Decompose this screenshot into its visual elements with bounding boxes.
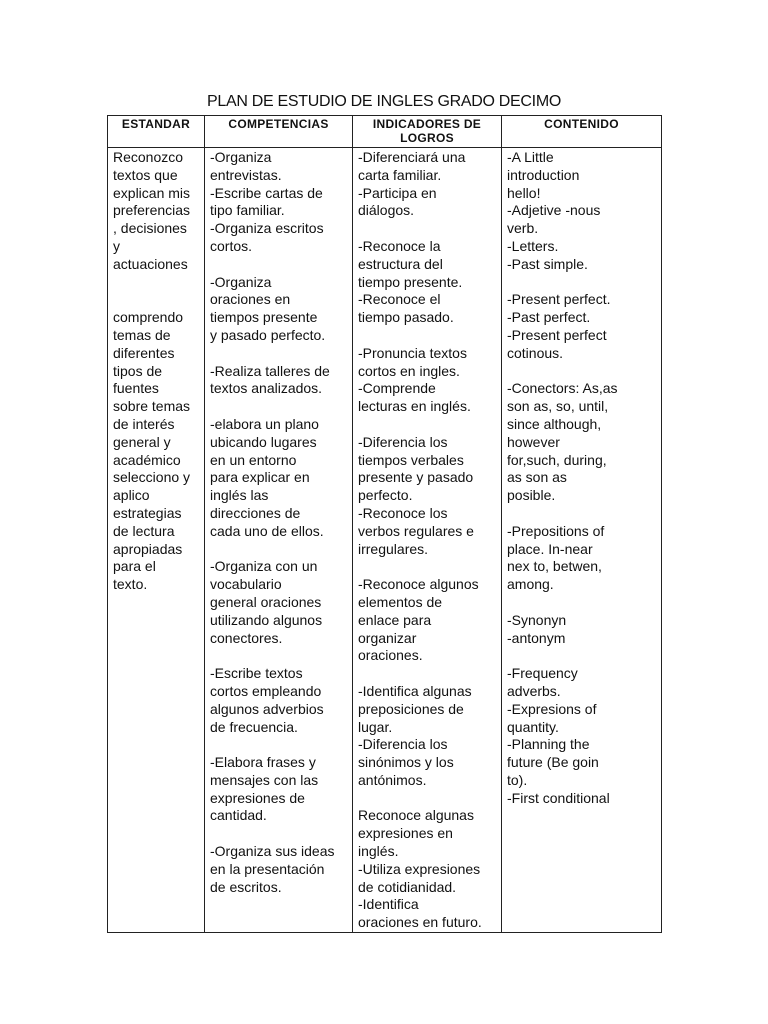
indicadores-line: -Identifica — [358, 896, 419, 913]
indicadores-line: tiempo pasado. — [358, 309, 454, 326]
contenido-line: -antonym — [507, 629, 566, 646]
competencias-line: -Elabora frases y — [210, 754, 316, 771]
header-indicadores-line2: LOGROS — [400, 131, 454, 145]
competencias-line: cantidad. — [210, 807, 267, 824]
indicadores-line: organizar — [358, 629, 417, 646]
competencias-line: de frecuencia. — [210, 718, 298, 735]
blank-line — [358, 790, 499, 808]
estandar-line: aplico — [113, 487, 150, 504]
estandar-line: general y — [113, 433, 171, 450]
competencias-line: inglés las — [210, 487, 269, 504]
blank-line — [210, 398, 350, 416]
competencias-line: tipo familiar. — [210, 202, 285, 219]
study-plan-table — [107, 115, 662, 933]
indicadores-line: -Participa en — [358, 184, 437, 201]
competencias-line: entrevistas. — [210, 166, 282, 183]
indicadores-line: diálogos. — [358, 202, 415, 219]
indicadores-line: tiempo presente. — [358, 273, 463, 290]
indicadores-line: oraciones en futuro. — [358, 914, 482, 931]
estandar-line: diferentes — [113, 344, 175, 361]
competencias-line: -Escribe cartas de — [210, 184, 323, 201]
competencias-line: textos analizados. — [210, 380, 323, 397]
competencias-line: -Organiza sus ideas — [210, 843, 335, 860]
competencias-line: general oraciones — [210, 593, 322, 610]
contenido-line: -Past perfect. — [507, 309, 591, 326]
estandar-line: de interés — [113, 415, 175, 432]
indicadores-line: -Utiliza expresiones — [358, 860, 481, 877]
cell-indicadores — [353, 148, 502, 933]
estandar-line: fuentes — [113, 380, 159, 397]
blank-line — [210, 736, 350, 754]
indicadores-line: -Diferenciará una — [358, 149, 466, 165]
blank-line — [210, 825, 350, 843]
competencias-line: de escritos. — [210, 878, 282, 895]
blank-line — [210, 541, 350, 559]
blank-line — [113, 274, 202, 292]
contenido-line: -Synonyn — [507, 611, 567, 628]
indicadores-line: presente y pasado — [358, 469, 474, 486]
contenido-line: -Planning the — [507, 736, 590, 753]
indicadores-line: cortos en ingles. — [358, 362, 460, 379]
estandar-line: selecciono y — [113, 469, 191, 486]
header-row — [108, 116, 662, 148]
competencias-line: para explicar en — [210, 469, 310, 486]
indicadores-line: tiempos verbales — [358, 451, 464, 468]
header-indicadores — [353, 116, 502, 148]
contenido-line: son as, so, until, — [507, 398, 609, 415]
competencias-line: cada uno de ellos. — [210, 522, 324, 539]
indicadores-line: expresiones en — [358, 825, 453, 842]
blank-line — [507, 647, 659, 665]
contenido-line: adverbs. — [507, 682, 561, 699]
competencias-line: tiempos presente — [210, 309, 318, 326]
contenido-line: to). — [507, 771, 528, 788]
contenido-line: -A Little — [507, 149, 554, 165]
estandar-line: tipos de — [113, 362, 163, 379]
competencias-line: oraciones en — [210, 291, 291, 308]
contenido-line: future (Be goin — [507, 754, 599, 771]
blank-line — [210, 647, 350, 665]
competencias-line: en la presentación — [210, 860, 325, 877]
indicadores-line: -Diferencia los — [358, 736, 448, 753]
header-indicadores-line1: INDICADORES DE — [372, 117, 482, 131]
indicadores-line: -Comprende — [358, 380, 436, 397]
cell-contenido — [502, 148, 662, 933]
cell-competencias — [205, 148, 353, 933]
estandar-line: académico — [113, 451, 181, 468]
estandar-line: temas de — [113, 326, 171, 343]
competencias-line: y pasado perfecto. — [210, 326, 326, 343]
cell-estandar — [108, 148, 205, 933]
estandar-line: textos que — [113, 166, 178, 183]
contenido-line: however — [507, 433, 560, 450]
competencias-line: expresiones de — [210, 789, 305, 806]
estandar-line: comprendo — [113, 309, 184, 326]
competencias-line: -Organiza — [210, 273, 272, 290]
indicadores-line: de cotidianidad. — [358, 878, 457, 895]
competencias-line: ubicando lugares — [210, 433, 317, 450]
indicadores-line: lecturas en inglés. — [358, 398, 471, 415]
blank-line — [507, 274, 659, 292]
contenido-line: quantity. — [507, 718, 559, 735]
indicadores-line: inglés. — [358, 843, 399, 860]
blank-line — [358, 416, 499, 434]
estandar-line: y — [113, 237, 120, 254]
competencias-line: utilizando algunos — [210, 611, 323, 628]
header-competencias: COMPETENCIAS — [205, 116, 353, 148]
estandar-line: actuaciones — [113, 255, 188, 272]
indicadores-line: antónimos. — [358, 771, 427, 788]
competencias-line: mensajes con las — [210, 771, 319, 788]
competencias-line: cortos. — [210, 237, 253, 254]
contenido-line: -Present perfect — [507, 326, 607, 343]
contenido-line: -Present perfect. — [507, 291, 611, 308]
estandar-line: de lectura — [113, 522, 175, 539]
contenido-line: -Prepositions of — [507, 522, 605, 539]
indicadores-line: verbos regulares e — [358, 522, 474, 539]
indicadores-line: -Diferencia los — [358, 433, 448, 450]
blank-line — [358, 220, 499, 238]
indicadores-line: -Reconoce la — [358, 237, 441, 254]
content-row — [108, 148, 662, 933]
blank-line — [210, 256, 350, 274]
indicadores-line: preposiciones de — [358, 700, 464, 717]
indicadores-line: lugar. — [358, 718, 393, 735]
indicadores-line: -Reconoce algunos — [358, 576, 479, 593]
estandar-line: texto. — [113, 576, 148, 593]
indicadores-line: -Identifica algunas — [358, 682, 472, 699]
blank-line — [358, 327, 499, 345]
indicadores-line: -Reconoce los — [358, 504, 448, 521]
contenido-line: cotinous. — [507, 344, 564, 361]
header-contenido: CONTENIDO — [502, 116, 662, 148]
contenido-line: -Frequency — [507, 665, 578, 682]
estandar-line: para el — [113, 558, 156, 575]
header-estandar: ESTANDAR — [108, 116, 205, 148]
estandar-line: Reconozco — [113, 149, 184, 165]
contenido-line: -Letters. — [507, 237, 559, 254]
competencias-line: -elabora un plano — [210, 415, 319, 432]
contenido-line: posible. — [507, 487, 556, 504]
competencias-line: -Organiza escritos — [210, 220, 324, 237]
contenido-line: place. In-near — [507, 540, 593, 557]
estandar-line: estrategias — [113, 504, 182, 521]
competencias-line: -Organiza con un — [210, 558, 318, 575]
blank-line — [507, 594, 659, 612]
indicadores-line: -Pronuncia textos — [358, 344, 467, 361]
blank-line — [507, 505, 659, 523]
competencias-line: direcciones de — [210, 504, 301, 521]
contenido-line: -Past simple. — [507, 255, 588, 272]
document-title: PLAN DE ESTUDIO DE INGLES GRADO DECIMO — [207, 93, 561, 110]
blank-line — [113, 291, 202, 309]
indicadores-line: estructura del — [358, 255, 443, 272]
indicadores-line: -Reconoce el — [358, 291, 441, 308]
competencias-line: cortos empleando — [210, 682, 322, 699]
contenido-line: as son as — [507, 469, 567, 486]
competencias-line: conectores. — [210, 629, 283, 646]
competencias-line: -Escribe textos — [210, 665, 303, 682]
competencias-line: en un entorno — [210, 451, 297, 468]
indicadores-line: carta familiar. — [358, 166, 442, 183]
competencias-line: -Organiza — [210, 149, 272, 165]
estandar-line: explican mis — [113, 184, 191, 201]
competencias-line: algunos adverbios — [210, 700, 324, 717]
indicadores-line: irregulares. — [358, 540, 429, 557]
contenido-line: -Expresions of — [507, 700, 597, 717]
indicadores-line: enlace para — [358, 611, 432, 628]
contenido-line: -First conditional — [507, 789, 610, 806]
estandar-line: preferencias — [113, 202, 191, 219]
contenido-line: verb. — [507, 220, 539, 237]
estandar-line: sobre temas — [113, 398, 191, 415]
blank-line — [358, 665, 499, 683]
indicadores-line: oraciones. — [358, 647, 423, 664]
indicadores-line: Reconoce algunas — [358, 807, 474, 824]
estandar-line: apropiadas — [113, 540, 183, 557]
contenido-line: since although, — [507, 415, 602, 432]
contenido-line: hello! — [507, 184, 541, 201]
indicadores-line: sinónimos y los — [358, 754, 454, 771]
blank-line — [507, 363, 659, 381]
blank-line — [210, 345, 350, 363]
contenido-line: introduction — [507, 166, 580, 183]
indicadores-line: perfecto. — [358, 487, 413, 504]
blank-line — [358, 558, 499, 576]
competencias-line: vocabulario — [210, 576, 282, 593]
contenido-line: for,such, during, — [507, 451, 607, 468]
contenido-line: nex to, betwen, — [507, 558, 602, 575]
contenido-line: among. — [507, 576, 554, 593]
estandar-line: , decisiones — [113, 220, 187, 237]
indicadores-line: elementos de — [358, 593, 443, 610]
contenido-line: -Conectors: As,as — [507, 380, 618, 397]
contenido-line: -Adjetive -nous — [507, 202, 601, 219]
competencias-line: -Realiza talleres de — [210, 362, 330, 379]
